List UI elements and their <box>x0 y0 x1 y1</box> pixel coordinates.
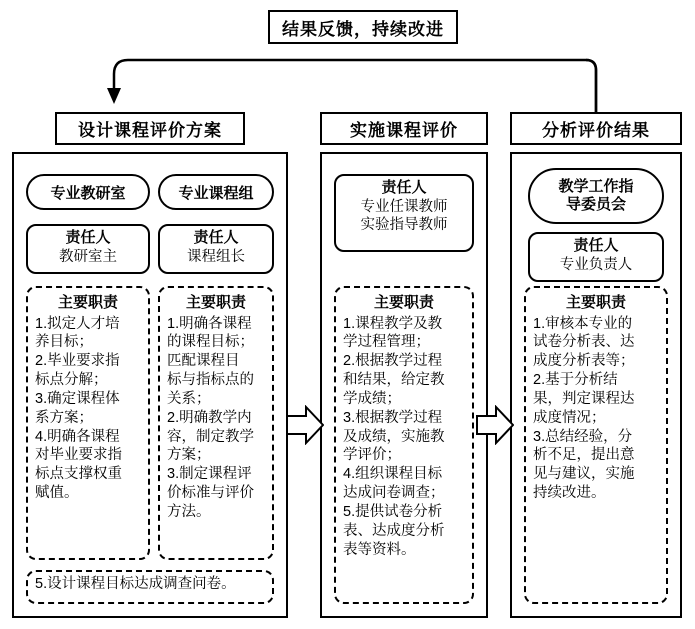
column-title-design <box>55 112 245 145</box>
duty-line: 3.制定课程评 <box>167 466 252 483</box>
role-course-teacher-value-1: 专业任课教师 <box>360 198 448 215</box>
duty-line: 4.明确各课程 <box>35 428 120 445</box>
duty-line: 3.确定课程体 <box>35 390 120 407</box>
duties-teaching-office-title: 主要职责 <box>57 294 118 311</box>
duty-line: 养目标； <box>35 334 93 351</box>
duty-line: 2.根据教学过程 <box>343 353 443 370</box>
pill-teaching-office-label: 专业教研室 <box>50 184 126 202</box>
duty-line: 2.毕业要求指 <box>35 353 120 370</box>
duty-line: 对毕业要求指 <box>35 447 122 464</box>
pill-course-group-label: 专业课程组 <box>178 184 254 202</box>
role-course-teacher <box>334 174 474 252</box>
duty-line: 价标准与评价 <box>167 485 254 502</box>
duty-line: 表、达成度分析 <box>343 522 445 539</box>
duty-line: 见与建议，实施 <box>533 466 635 483</box>
design-survey-footer <box>26 570 274 604</box>
feedback-banner <box>268 10 458 44</box>
duty-line: 匹配课程目 <box>167 353 240 370</box>
duties-course-group-title: 主要职责 <box>185 294 246 311</box>
duty-line: 的课程目标； <box>167 334 254 351</box>
design-survey-footer-label: 5.设计课程目标达成调查问卷。 <box>35 576 236 593</box>
role-teaching-office-value: 教研室主 <box>59 248 117 265</box>
pill-teaching-committee <box>528 168 664 224</box>
column-title-design-label: 设计课程评价方案 <box>78 121 222 140</box>
duty-line: 析不足，提出意 <box>533 447 635 464</box>
duty-line: 持续改进。 <box>533 485 606 502</box>
column-title-analyze-label: 分析评价结果 <box>542 121 650 140</box>
pill-course-group <box>158 174 274 210</box>
column-title-implement-label: 实施课程评价 <box>350 121 458 140</box>
duty-line: 学成绩； <box>343 390 401 407</box>
arrow-design-to-implement <box>286 405 324 445</box>
duty-line: 容，制定教学 <box>167 428 254 445</box>
duty-line: 2.基于分析结 <box>533 372 618 389</box>
duty-line: 5.提供试卷分析 <box>343 503 443 520</box>
role-course-teacher-label: 责任人 <box>381 179 427 196</box>
duties-implement <box>334 286 474 604</box>
arrow-implement-to-analyze <box>476 405 514 445</box>
duty-line: 方案； <box>167 447 211 464</box>
duties-course-group <box>158 286 274 560</box>
duty-line: 及成绩，实施教 <box>343 428 445 445</box>
duty-line: 达成问卷调查； <box>343 485 445 502</box>
role-program-head <box>528 232 664 282</box>
duty-line: 和结果，给定教 <box>343 372 445 389</box>
duty-line: 成度分析表等； <box>533 353 635 370</box>
duties-teaching-office <box>26 286 150 560</box>
role-program-head-label: 责任人 <box>573 237 619 254</box>
duty-line: 标与指标点的 <box>167 372 254 389</box>
duty-line: 学过程管理； <box>343 334 430 351</box>
duty-line: 3.根据教学过程 <box>343 409 443 426</box>
pill-teaching-office <box>26 174 150 210</box>
duty-line: 学评价； <box>343 447 401 464</box>
role-program-head-value: 专业负责人 <box>559 256 633 273</box>
duty-line: 1.明确各课程 <box>167 315 252 332</box>
pill-teaching-committee-line-2: 导委员会 <box>565 196 626 213</box>
duties-analyze-title: 主要职责 <box>565 294 626 311</box>
role-teaching-office <box>26 224 150 274</box>
column-title-analyze <box>510 112 682 145</box>
duty-line: 方法。 <box>167 503 211 520</box>
role-course-group-label: 责任人 <box>193 229 239 246</box>
duty-line: 1.课程教学及教 <box>343 315 443 332</box>
role-course-teacher-value-2: 实验指导教师 <box>360 216 448 233</box>
duty-line: 3.总结经验，分 <box>533 428 633 445</box>
duty-line: 关系； <box>167 390 211 407</box>
duty-line: 赋值。 <box>35 485 79 502</box>
column-title-implement <box>320 112 488 145</box>
duty-line: 标点分解； <box>35 372 108 389</box>
duties-implement-title: 主要职责 <box>373 294 434 311</box>
duty-line: 标点支撑权重 <box>35 466 122 483</box>
role-teaching-office-label: 责任人 <box>65 229 111 246</box>
pill-teaching-committee-line-1: 教学工作指 <box>558 178 634 195</box>
duty-line: 2.明确教学内 <box>167 409 252 426</box>
feedback-banner-label: 结果反馈，持续改进 <box>282 19 444 39</box>
duty-line: 1.审核本专业的 <box>533 315 633 332</box>
duty-line: 1.拟定人才培 <box>35 315 120 332</box>
duty-line: 系方案； <box>35 409 93 426</box>
duty-line: 成度情况； <box>533 409 606 426</box>
duty-line: 试卷分析表、达 <box>533 334 635 351</box>
role-course-group-value: 课程组长 <box>187 248 245 265</box>
role-course-group <box>158 224 274 274</box>
duty-line: 4.组织课程目标 <box>343 466 443 483</box>
duties-analyze <box>524 286 668 604</box>
duty-line: 果，判定课程达 <box>533 390 635 407</box>
duty-line: 表等资料。 <box>343 541 416 558</box>
